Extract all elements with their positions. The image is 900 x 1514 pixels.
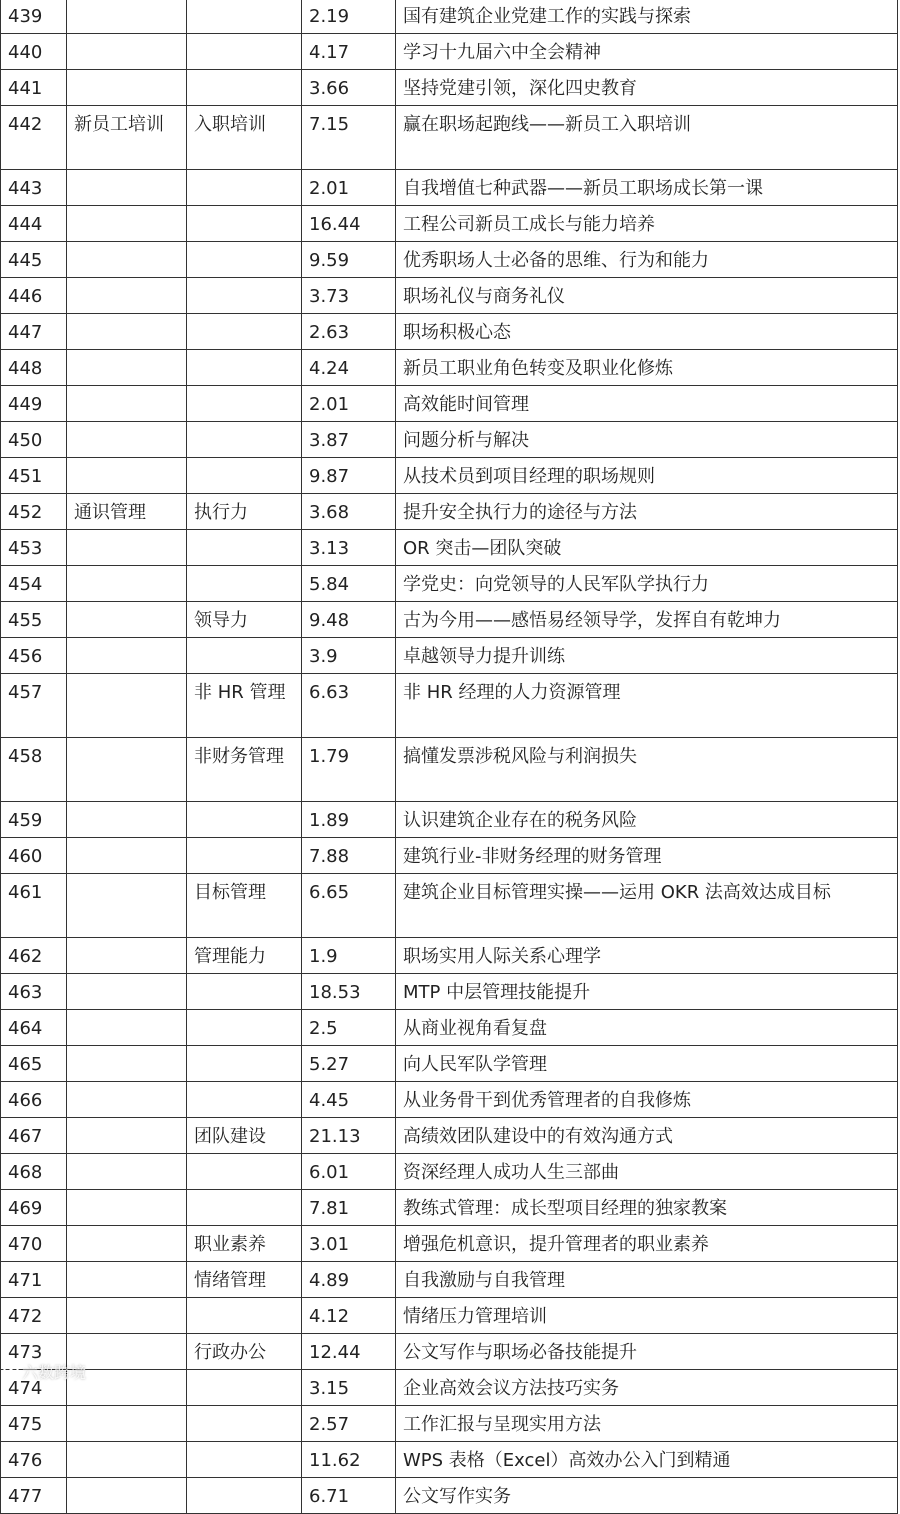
table-row bbox=[1, 0, 898, 34]
cell-hours: 4.17 bbox=[302, 34, 396, 70]
cell-subcategory bbox=[187, 170, 302, 206]
cell-number: 448 bbox=[1, 350, 67, 386]
table-row bbox=[1, 314, 898, 350]
cell-number: 454 bbox=[1, 566, 67, 602]
cell-course-title: 问题分析与解决 bbox=[396, 422, 898, 458]
cell-subcategory bbox=[187, 638, 302, 674]
table-row bbox=[1, 494, 898, 530]
cell-number: 458 bbox=[1, 738, 67, 802]
cell-course-title: 古为今用——感悟易经领导学，发挥自有乾坤力 bbox=[396, 602, 898, 638]
cell-number: 450 bbox=[1, 422, 67, 458]
cell-subcategory bbox=[187, 34, 302, 70]
cell-course-title: 高效能时间管理 bbox=[396, 386, 898, 422]
cell-category bbox=[67, 0, 187, 34]
cell-course-title: 从商业视角看复盘 bbox=[396, 1010, 898, 1046]
cell-subcategory bbox=[187, 566, 302, 602]
cell-number: 467 bbox=[1, 1118, 67, 1154]
cell-number: 461 bbox=[1, 874, 67, 938]
cell-number: 459 bbox=[1, 802, 67, 838]
cell-category bbox=[67, 70, 187, 106]
table-row bbox=[1, 1010, 898, 1046]
cell-hours: 16.44 bbox=[302, 206, 396, 242]
cell-subcategory bbox=[187, 1010, 302, 1046]
cell-hours: 4.12 bbox=[302, 1298, 396, 1334]
cell-subcategory: 情绪管理 bbox=[187, 1262, 302, 1298]
cell-subcategory bbox=[187, 1442, 302, 1478]
cell-subcategory bbox=[187, 802, 302, 838]
cell-course-title: 从技术员到项目经理的职场规则 bbox=[396, 458, 898, 494]
cell-course-title: 坚持党建引领，深化四史教育 bbox=[396, 70, 898, 106]
cell-subcategory bbox=[187, 206, 302, 242]
cell-course-title: 企业高效会议方法技巧实务 bbox=[396, 1370, 898, 1406]
cell-course-title: OR 突击—团队突破 bbox=[396, 530, 898, 566]
cell-number: 472 bbox=[1, 1298, 67, 1334]
cell-number: 465 bbox=[1, 1046, 67, 1082]
cell-course-title: 学习十九届六中全会精神 bbox=[396, 34, 898, 70]
cell-category bbox=[67, 874, 187, 938]
cell-subcategory bbox=[187, 1478, 302, 1514]
watermark bbox=[2, 1360, 86, 1383]
cell-category bbox=[67, 1118, 187, 1154]
cell-number: 455 bbox=[1, 602, 67, 638]
cell-category bbox=[67, 170, 187, 206]
cell-subcategory bbox=[187, 1406, 302, 1442]
cell-number: 445 bbox=[1, 242, 67, 278]
cell-subcategory bbox=[187, 350, 302, 386]
cell-hours: 7.15 bbox=[302, 106, 396, 170]
cell-category bbox=[67, 350, 187, 386]
cell-number: 443 bbox=[1, 170, 67, 206]
cell-hours: 2.63 bbox=[302, 314, 396, 350]
table-row bbox=[1, 874, 898, 938]
cell-subcategory: 非 HR 管理 bbox=[187, 674, 302, 738]
cell-number: 474 bbox=[1, 1370, 67, 1406]
cell-category bbox=[67, 242, 187, 278]
cell-hours: 3.87 bbox=[302, 422, 396, 458]
cell-course-title: 新员工职业角色转变及职业化修炼 bbox=[396, 350, 898, 386]
cell-subcategory bbox=[187, 1190, 302, 1226]
cell-subcategory bbox=[187, 0, 302, 34]
cell-number: 466 bbox=[1, 1082, 67, 1118]
table-row bbox=[1, 1118, 898, 1154]
cell-category bbox=[67, 422, 187, 458]
table-row bbox=[1, 1262, 898, 1298]
cell-hours: 2.01 bbox=[302, 386, 396, 422]
cell-course-title: 职场礼仪与商务礼仪 bbox=[396, 278, 898, 314]
cell-category bbox=[67, 278, 187, 314]
cell-hours: 7.88 bbox=[302, 838, 396, 874]
cell-course-title: 公文写作与职场必备技能提升 bbox=[396, 1334, 898, 1370]
cell-hours: 3.66 bbox=[302, 70, 396, 106]
cell-category bbox=[67, 1298, 187, 1334]
cell-hours: 2.57 bbox=[302, 1406, 396, 1442]
cell-category: 新员工培训 bbox=[67, 106, 187, 170]
cell-subcategory: 目标管理 bbox=[187, 874, 302, 938]
cell-category bbox=[67, 838, 187, 874]
table-row bbox=[1, 278, 898, 314]
cell-number: 440 bbox=[1, 34, 67, 70]
table-row bbox=[1, 1298, 898, 1334]
table-row bbox=[1, 802, 898, 838]
cell-course-title: 自我增值七种武器——新员工职场成长第一课 bbox=[396, 170, 898, 206]
cell-number: 477 bbox=[1, 1478, 67, 1514]
cell-subcategory: 行政办公 bbox=[187, 1334, 302, 1370]
cell-category bbox=[67, 1010, 187, 1046]
cell-subcategory bbox=[187, 974, 302, 1010]
cell-number: 471 bbox=[1, 1262, 67, 1298]
cell-category bbox=[67, 938, 187, 974]
cell-hours: 21.13 bbox=[302, 1118, 396, 1154]
cell-hours: 1.79 bbox=[302, 738, 396, 802]
cell-category bbox=[67, 566, 187, 602]
table-row bbox=[1, 1442, 898, 1478]
table-row bbox=[1, 974, 898, 1010]
cell-subcategory bbox=[187, 1046, 302, 1082]
cell-number: 462 bbox=[1, 938, 67, 974]
cell-course-title: 工程公司新员工成长与能力培养 bbox=[396, 206, 898, 242]
cell-course-title: 建筑行业-非财务经理的财务管理 bbox=[396, 838, 898, 874]
table-row bbox=[1, 458, 898, 494]
cell-subcategory bbox=[187, 1298, 302, 1334]
cell-number: 469 bbox=[1, 1190, 67, 1226]
cell-hours: 6.71 bbox=[302, 1478, 396, 1514]
cell-course-title: 国有建筑企业党建工作的实践与探索 bbox=[396, 0, 898, 34]
cell-hours: 6.01 bbox=[302, 1154, 396, 1190]
cell-course-title: 高绩效团队建设中的有效沟通方式 bbox=[396, 1118, 898, 1154]
cell-subcategory: 团队建设 bbox=[187, 1118, 302, 1154]
table-row bbox=[1, 70, 898, 106]
cell-category bbox=[67, 1478, 187, 1514]
table-row bbox=[1, 206, 898, 242]
cell-number: 464 bbox=[1, 1010, 67, 1046]
cell-subcategory bbox=[187, 838, 302, 874]
cell-subcategory bbox=[187, 1082, 302, 1118]
cell-category bbox=[67, 1262, 187, 1298]
table-row bbox=[1, 350, 898, 386]
cell-number: 476 bbox=[1, 1442, 67, 1478]
cell-course-title: 职场积极心态 bbox=[396, 314, 898, 350]
cell-subcategory bbox=[187, 242, 302, 278]
cell-course-title: 职场实用人际关系心理学 bbox=[396, 938, 898, 974]
cell-subcategory: 非财务管理 bbox=[187, 738, 302, 802]
table-row bbox=[1, 1370, 898, 1406]
table-row bbox=[1, 1190, 898, 1226]
cell-subcategory: 职业素养 bbox=[187, 1226, 302, 1262]
table-row bbox=[1, 738, 898, 802]
table-row bbox=[1, 422, 898, 458]
cell-hours: 3.73 bbox=[302, 278, 396, 314]
cell-subcategory bbox=[187, 70, 302, 106]
cell-category bbox=[67, 34, 187, 70]
table-row bbox=[1, 638, 898, 674]
cell-hours: 3.68 bbox=[302, 494, 396, 530]
cell-number: 451 bbox=[1, 458, 67, 494]
cell-category: 通识管理 bbox=[67, 494, 187, 530]
cell-number: 449 bbox=[1, 386, 67, 422]
cell-subcategory bbox=[187, 458, 302, 494]
cell-number: 452 bbox=[1, 494, 67, 530]
table-row bbox=[1, 34, 898, 70]
cell-number: 453 bbox=[1, 530, 67, 566]
cell-number: 441 bbox=[1, 70, 67, 106]
cell-course-title: 自我激励与自我管理 bbox=[396, 1262, 898, 1298]
cell-subcategory bbox=[187, 314, 302, 350]
cell-hours: 4.45 bbox=[302, 1082, 396, 1118]
table-row bbox=[1, 938, 898, 974]
cell-category bbox=[67, 1442, 187, 1478]
table-row bbox=[1, 674, 898, 738]
cell-number: 468 bbox=[1, 1154, 67, 1190]
cell-hours: 6.63 bbox=[302, 674, 396, 738]
cell-category bbox=[67, 206, 187, 242]
cell-course-title: MTP 中层管理技能提升 bbox=[396, 974, 898, 1010]
cell-course-title: 优秀职场人士必备的思维、行为和能力 bbox=[396, 242, 898, 278]
cell-subcategory: 领导力 bbox=[187, 602, 302, 638]
table-row bbox=[1, 1334, 898, 1370]
logo-icon bbox=[2, 1363, 20, 1381]
cell-hours: 18.53 bbox=[302, 974, 396, 1010]
cell-category bbox=[67, 638, 187, 674]
table-row bbox=[1, 566, 898, 602]
cell-number: 473 bbox=[1, 1334, 67, 1370]
cell-subcategory bbox=[187, 422, 302, 458]
cell-category bbox=[67, 802, 187, 838]
cell-category bbox=[67, 458, 187, 494]
cell-course-title: 赢在职场起跑线——新员工入职培训 bbox=[396, 106, 898, 170]
cell-number: 457 bbox=[1, 674, 67, 738]
cell-number: 470 bbox=[1, 1226, 67, 1262]
cell-course-title: 教练式管理：成长型项目经理的独家教案 bbox=[396, 1190, 898, 1226]
cell-subcategory bbox=[187, 530, 302, 566]
cell-number: 447 bbox=[1, 314, 67, 350]
cell-subcategory bbox=[187, 278, 302, 314]
cell-course-title: 提升安全执行力的途径与方法 bbox=[396, 494, 898, 530]
cell-course-title: 增强危机意识，提升管理者的职业素养 bbox=[396, 1226, 898, 1262]
cell-number: 439 bbox=[1, 0, 67, 34]
table-row bbox=[1, 1082, 898, 1118]
cell-hours: 3.15 bbox=[302, 1370, 396, 1406]
table-row bbox=[1, 170, 898, 206]
table-row bbox=[1, 242, 898, 278]
cell-course-title: 公文写作实务 bbox=[396, 1478, 898, 1514]
cell-hours: 6.65 bbox=[302, 874, 396, 938]
cell-subcategory bbox=[187, 1154, 302, 1190]
cell-subcategory: 管理能力 bbox=[187, 938, 302, 974]
cell-subcategory bbox=[187, 1370, 302, 1406]
cell-number: 463 bbox=[1, 974, 67, 1010]
cell-number: 456 bbox=[1, 638, 67, 674]
cell-hours: 7.81 bbox=[302, 1190, 396, 1226]
cell-subcategory bbox=[187, 386, 302, 422]
cell-course-title: 认识建筑企业存在的税务风险 bbox=[396, 802, 898, 838]
cell-course-title: 学党史：向党领导的人民军队学执行力 bbox=[396, 566, 898, 602]
table-row bbox=[1, 106, 898, 170]
cell-course-title: WPS 表格（Excel）高效办公入门到精通 bbox=[396, 1442, 898, 1478]
cell-number: 442 bbox=[1, 106, 67, 170]
table-row bbox=[1, 1226, 898, 1262]
table-row bbox=[1, 838, 898, 874]
cell-course-title: 卓越领导力提升训练 bbox=[396, 638, 898, 674]
table-row bbox=[1, 1478, 898, 1514]
cell-hours: 1.89 bbox=[302, 802, 396, 838]
table-row bbox=[1, 1154, 898, 1190]
cell-category bbox=[67, 530, 187, 566]
table-row bbox=[1, 602, 898, 638]
cell-hours: 5.84 bbox=[302, 566, 396, 602]
cell-category bbox=[67, 1226, 187, 1262]
cell-number: 475 bbox=[1, 1406, 67, 1442]
cell-number: 446 bbox=[1, 278, 67, 314]
cell-hours: 5.27 bbox=[302, 1046, 396, 1082]
cell-course-title: 资深经理人成功人生三部曲 bbox=[396, 1154, 898, 1190]
cell-category bbox=[67, 1190, 187, 1226]
cell-course-title: 非 HR 经理的人力资源管理 bbox=[396, 674, 898, 738]
cell-category bbox=[67, 1046, 187, 1082]
cell-category bbox=[67, 386, 187, 422]
cell-number: 444 bbox=[1, 206, 67, 242]
cell-category bbox=[67, 1154, 187, 1190]
cell-category bbox=[67, 1406, 187, 1442]
table-row bbox=[1, 530, 898, 566]
table-row bbox=[1, 1046, 898, 1082]
cell-hours: 3.9 bbox=[302, 638, 396, 674]
cell-hours: 2.01 bbox=[302, 170, 396, 206]
cell-category bbox=[67, 314, 187, 350]
cell-hours: 9.48 bbox=[302, 602, 396, 638]
cell-hours: 12.44 bbox=[302, 1334, 396, 1370]
table-row bbox=[1, 1406, 898, 1442]
cell-hours: 2.5 bbox=[302, 1010, 396, 1046]
cell-course-title: 向人民军队学管理 bbox=[396, 1046, 898, 1082]
watermark-text: 六数跨境 bbox=[22, 1363, 87, 1382]
cell-course-title: 搞懂发票涉税风险与利润损失 bbox=[396, 738, 898, 802]
cell-course-title: 从业务骨干到优秀管理者的自我修炼 bbox=[396, 1082, 898, 1118]
cell-category bbox=[67, 1082, 187, 1118]
cell-course-title: 工作汇报与呈现实用方法 bbox=[396, 1406, 898, 1442]
cell-course-title: 建筑企业目标管理实操——运用 OKR 法高效达成目标 bbox=[396, 874, 898, 938]
cell-course-title: 情绪压力管理培训 bbox=[396, 1298, 898, 1334]
cell-subcategory: 入职培训 bbox=[187, 106, 302, 170]
cell-hours: 9.87 bbox=[302, 458, 396, 494]
cell-hours: 3.01 bbox=[302, 1226, 396, 1262]
cell-hours: 9.59 bbox=[302, 242, 396, 278]
cell-category bbox=[67, 674, 187, 738]
cell-hours: 4.24 bbox=[302, 350, 396, 386]
cell-subcategory: 执行力 bbox=[187, 494, 302, 530]
cell-category bbox=[67, 738, 187, 802]
cell-hours: 3.13 bbox=[302, 530, 396, 566]
cell-hours: 11.62 bbox=[302, 1442, 396, 1478]
cell-number: 460 bbox=[1, 838, 67, 874]
cell-hours: 4.89 bbox=[302, 1262, 396, 1298]
cell-category bbox=[67, 602, 187, 638]
table-row bbox=[1, 386, 898, 422]
cell-hours: 2.19 bbox=[302, 0, 396, 34]
cell-hours: 1.9 bbox=[302, 938, 396, 974]
cell-category bbox=[67, 974, 187, 1010]
